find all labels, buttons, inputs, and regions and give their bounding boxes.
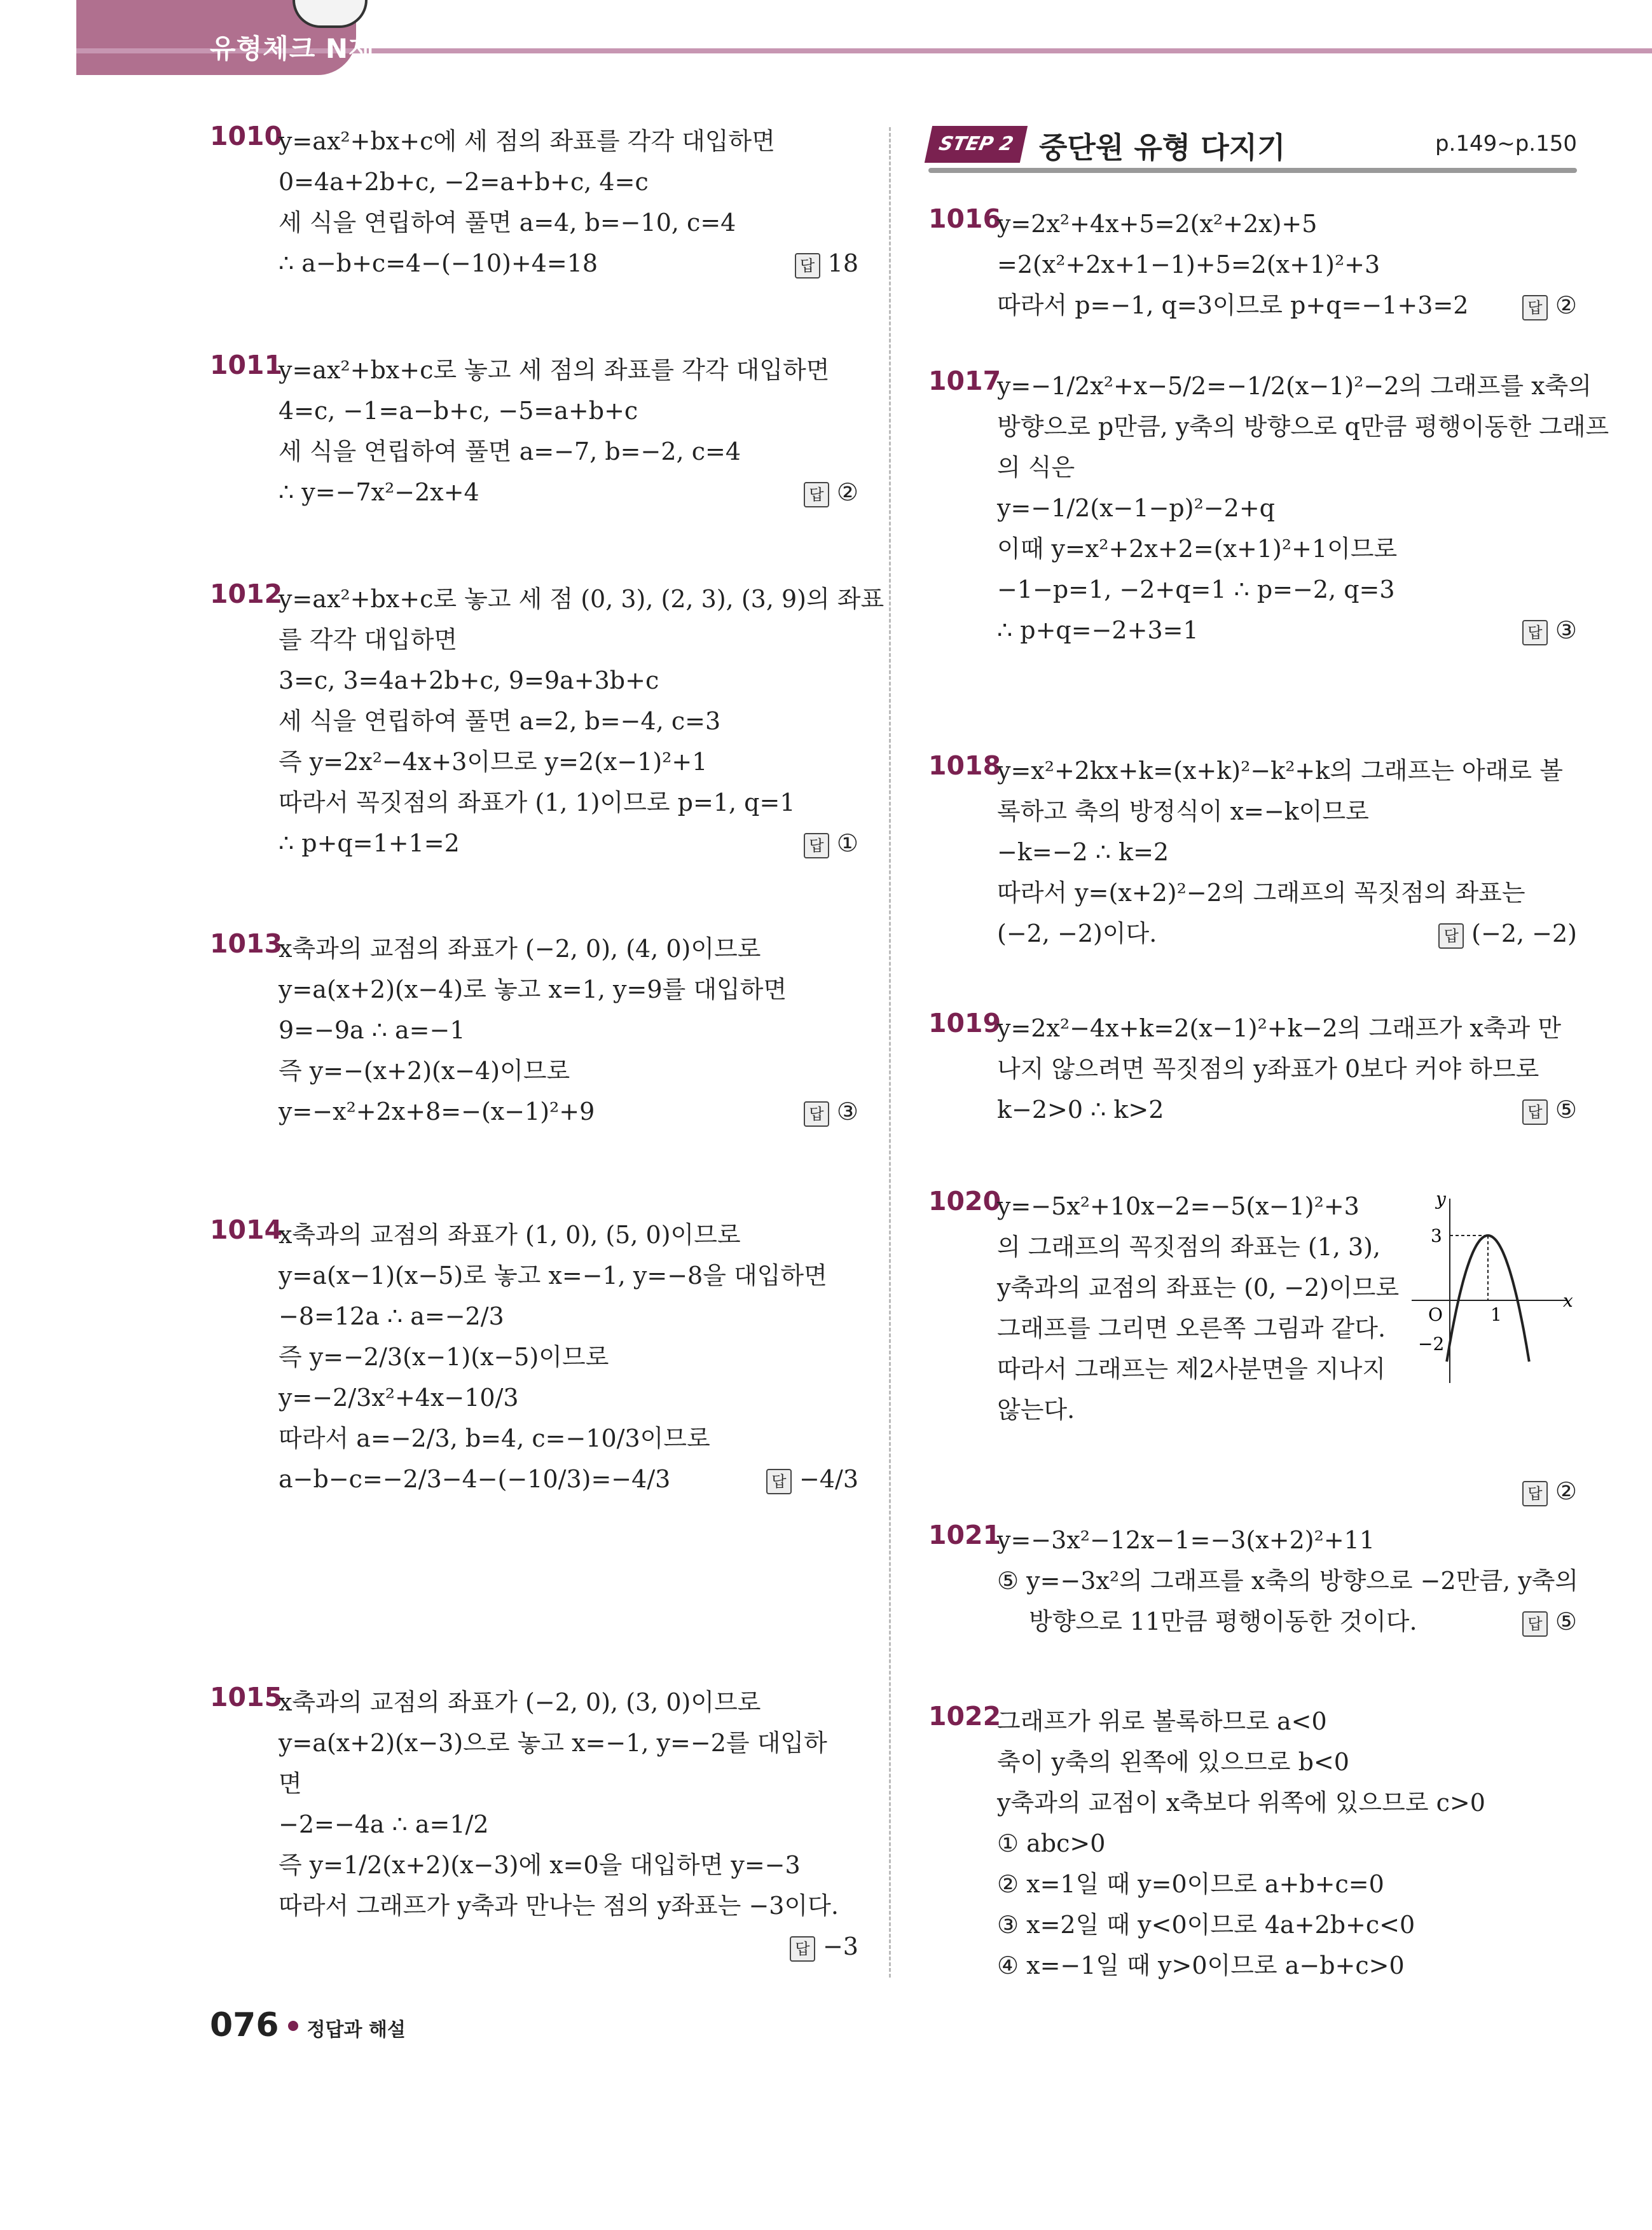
solution-line: 의 그래프의 꼭짓점의 좌표는 (1, 3), [997, 1233, 1381, 1261]
solution-line: y=−2/3x²+4x−10/3 [279, 1384, 519, 1412]
problem-number: 1017 [928, 366, 1002, 396]
section-label: 유형체크 N제 [210, 33, 375, 64]
answer-value: −4/3 [799, 1465, 858, 1493]
answer-value: ② [1555, 291, 1577, 319]
solution-line: x축과의 교점의 좌표가 (−2, 0), (3, 0)이므로 [279, 1688, 761, 1716]
solution-line: 즉 y=2x²−4x+3이므로 y=2(x−1)²+1 [279, 748, 708, 776]
solution-line: 록하고 축의 방정식이 x=−k이므로 [997, 797, 1369, 825]
solution-line: 면 [279, 1770, 302, 1798]
solution-line: ④ x=−1일 때 y>0이므로 a−b+c>0 [997, 1951, 1405, 1979]
solution-line: y=a(x+2)(x−3)으로 놓고 x=−1, y=−2를 대입하 [279, 1729, 827, 1757]
solution-line: 따라서 y=(x+2)²−2의 그래프의 꼭짓점의 좌표는 [997, 879, 1525, 907]
solution-line: ∴ p+q=−2+3=1 [997, 616, 1199, 644]
answer-label [790, 1926, 858, 1967]
answer-label [1522, 1471, 1577, 1511]
answer-mark-icon: 답 [1438, 923, 1464, 949]
answer-label [804, 823, 858, 864]
solution-line: y=−3x²−12x−1=−3(x+2)²+11 [997, 1526, 1375, 1554]
problem-solution [997, 366, 1609, 650]
answer-mark-icon: 답 [1522, 1481, 1548, 1506]
step-page-range: p.149~p.150 [1435, 131, 1577, 156]
solution-line: x축과의 교점의 좌표가 (−2, 0), (4, 0)이므로 [279, 935, 761, 963]
solution-line: 따라서 그래프는 제2사분면을 지나지 [997, 1355, 1386, 1383]
answer-value: 18 [827, 249, 858, 277]
answer-label [804, 472, 858, 513]
solution-line: y=−1/2(x−1−p)²−2+q [997, 494, 1275, 522]
solution-line: −2=−4a ∴ a=1/2 [279, 1810, 489, 1838]
answer-label [1522, 285, 1577, 326]
step-header [928, 121, 1577, 172]
problem-number: 1014 [210, 1215, 283, 1245]
problem-number: 1013 [210, 928, 283, 959]
answer-value: −3 [822, 1932, 858, 1960]
answer-value: ① [836, 829, 858, 857]
solution-line: −k=−2 ∴ k=2 [997, 838, 1169, 866]
solution-line: 따라서 p=−1, q=3이므로 p+q=−1+3=2 [997, 291, 1469, 319]
solution-line: a−b−c=−2/3−4−(−10/3)=−4/3 [279, 1465, 671, 1493]
solution-line: k−2>0 ∴ k>2 [997, 1096, 1164, 1124]
solution-line: 9=−9a ∴ a=−1 [279, 1016, 465, 1044]
solution-line: 방향으로 p만큼, y축의 방향으로 q만큼 평행이동한 그래프 [997, 413, 1609, 441]
solution-line: y축과의 교점의 좌표는 (0, −2)이므로 [997, 1274, 1400, 1302]
solution-line: 세 식을 연립하여 풀면 a=2, b=−4, c=3 [279, 707, 721, 735]
problem-solution [997, 203, 1577, 326]
answer-mark-icon: 답 [1522, 1099, 1548, 1125]
page-footer [210, 2006, 406, 2044]
solution-line: y축과의 교점이 x축보다 위쪽에 있으므로 c>0 [997, 1789, 1485, 1817]
graph-svg [1412, 1186, 1577, 1396]
solution-line: −8=12a ∴ a=−2/3 [279, 1302, 504, 1330]
problem-number: 1010 [210, 121, 283, 151]
problem-solution [279, 928, 858, 1132]
problem-number: 1019 [928, 1008, 1002, 1038]
answer-mark-icon: 답 [804, 1101, 829, 1127]
solution-line: y=x²+2kx+k=(x+k)²−k²+k의 그래프는 아래로 볼 [997, 757, 1563, 785]
solution-line: 방향으로 11만큼 평행이동한 것이다. [1029, 1607, 1417, 1635]
solution-line: 따라서 a=−2/3, b=4, c=−10/3이므로 [279, 1424, 710, 1452]
problem-solution [279, 350, 858, 513]
y-tick-label-bottom: −2 [1418, 1333, 1445, 1354]
page-number: 076 [210, 2006, 279, 2044]
answer-value: ③ [1555, 616, 1577, 644]
answer-value: ② [836, 478, 858, 506]
solution-line: 의 식은 [997, 453, 1075, 481]
solution-line: 세 식을 연립하여 풀면 a=−7, b=−2, c=4 [279, 437, 741, 465]
solution-line: y=−x²+2x+8=−(x−1)²+9 [279, 1098, 595, 1125]
solution-line: 를 각각 대입하면 [279, 626, 458, 654]
answer-mark-icon: 답 [795, 253, 820, 279]
answer-value: ③ [836, 1098, 858, 1125]
solution-line: y=−1/2x²+x−5/2=−1/2(x−1)²−2의 그래프를 x축의 [997, 372, 1592, 400]
problem-number: 1012 [210, 579, 283, 609]
solution-line: 즉 y=−2/3(x−1)(x−5)이므로 [279, 1343, 609, 1371]
footer-label: 정답과 해설 [306, 2019, 406, 2041]
problem-number: 1018 [928, 750, 1002, 781]
solution-line: 즉 y=−(x+2)(x−4)이므로 [279, 1057, 570, 1085]
solution-line: x축과의 교점의 좌표가 (1, 0), (5, 0)이므로 [279, 1221, 741, 1249]
solution-line: 즉 y=1/2(x+2)(x−3)에 x=0을 대입하면 y=−3 [279, 1851, 801, 1879]
solution-line: ③ x=2일 때 y<0이므로 4a+2b+c<0 [997, 1911, 1415, 1939]
solution-line: ∴ y=−7x²−2x+4 [279, 478, 479, 506]
solution-line: 축이 y축의 왼쪽에 있으므로 b<0 [997, 1748, 1349, 1776]
problem-solution [997, 1701, 1577, 1986]
solution-line: y=−5x²+10x−2=−5(x−1)²+3 [997, 1192, 1359, 1220]
answer-mark-icon: 답 [1522, 1611, 1548, 1637]
solution-line: y=ax²+bx+c에 세 점의 좌표를 각각 대입하면 [279, 127, 775, 155]
solution-line: 4=c, −1=a−b+c, −5=a+b+c [279, 397, 638, 425]
y-tick-label-top: 3 [1431, 1225, 1442, 1246]
y-axis-label: y [1436, 1188, 1446, 1209]
answer-mark-icon: 답 [804, 833, 829, 858]
solution-line: ② x=1일 때 y=0이므로 a+b+c=0 [997, 1870, 1384, 1898]
solution-line: y=ax²+bx+c로 놓고 세 점의 좌표를 각각 대입하면 [279, 356, 830, 384]
answer-value: ⑤ [1555, 1096, 1577, 1124]
solution-line: =2(x²+2x+1−1)+5=2(x+1)²+3 [997, 251, 1380, 279]
answer-mark-icon: 답 [1522, 620, 1548, 645]
solution-line: ∴ p+q=1+1=2 [279, 829, 460, 857]
problem-number: 1020 [928, 1186, 1002, 1216]
solution-line: ⑤ y=−3x²의 그래프를 x축의 방향으로 −2만큼, y축의 [997, 1567, 1579, 1595]
problem-number: 1015 [210, 1682, 283, 1712]
origin-label: O [1428, 1304, 1443, 1325]
bullet-icon [288, 2021, 298, 2031]
answer-label [1522, 610, 1577, 650]
solution-line: y=a(x+2)(x−4)로 놓고 x=1, y=9를 대입하면 [279, 975, 787, 1003]
problem-number: 1011 [210, 350, 283, 380]
answer-value: ⑤ [1555, 1607, 1577, 1635]
parabola-graph [1412, 1186, 1577, 1396]
solution-line: 따라서 그래프가 y축과 만나는 점의 y좌표는 −3이다. [279, 1892, 839, 1920]
problem-solution [279, 1682, 858, 1926]
answer-value: (−2, −2) [1471, 919, 1577, 947]
problem-solution [279, 579, 885, 864]
answer-mark-icon: 답 [1522, 295, 1548, 320]
column-divider [889, 127, 891, 1978]
answer-mark-icon: 답 [804, 482, 829, 507]
problem-solution [279, 1215, 858, 1499]
solution-line: ∴ a−b+c=4−(−10)+4=18 [279, 249, 598, 277]
step-title: 중단원 유형 다지기 [1039, 130, 1286, 165]
x-axis-label: x [1563, 1290, 1573, 1311]
solution-line: 0=4a+2b+c, −2=a+b+c, 4=c [279, 168, 649, 196]
solution-line: −1−p=1, −2+q=1 ∴ p=−2, q=3 [997, 575, 1395, 603]
problem-solution [997, 1520, 1577, 1642]
answer-label [766, 1459, 858, 1499]
solution-line: 세 식을 연립하여 풀면 a=4, b=−10, c=4 [279, 209, 736, 237]
solution-line: y=2x²−4x+k=2(x−1)²+k−2의 그래프가 x축과 만 [997, 1014, 1562, 1042]
x-tick-label: 1 [1490, 1304, 1502, 1325]
step-rule [928, 168, 1577, 173]
solution-line: 이때 y=x²+2x+2=(x+1)²+1이므로 [997, 535, 1398, 563]
solution-line: 그래프가 위로 볼록하므로 a<0 [997, 1707, 1327, 1735]
problem-number: 1016 [928, 203, 1002, 234]
answer-mark-icon: 답 [766, 1469, 792, 1494]
solution-line: ① abc>0 [997, 1829, 1106, 1857]
answer-label [1522, 1601, 1577, 1642]
solution-line: y=a(x−1)(x−5)로 놓고 x=−1, y=−8을 대입하면 [279, 1262, 827, 1290]
answer-label [1438, 913, 1577, 954]
solution-line: 3=c, 3=4a+2b+c, 9=9a+3b+c [279, 666, 659, 694]
solution-line: y=2x²+4x+5=2(x²+2x)+5 [997, 210, 1318, 238]
answer-label [1522, 1089, 1577, 1130]
solution-line: 그래프를 그리면 오른쪽 그림과 같다. [997, 1314, 1386, 1342]
answer-value: ② [1555, 1477, 1577, 1505]
answer-mark-icon: 답 [790, 1936, 815, 1962]
problem-solution [997, 1008, 1577, 1130]
answer-label [795, 243, 858, 284]
solution-line: 않는다. [997, 1396, 1075, 1424]
answer-label [804, 1091, 858, 1132]
solution-line: y=ax²+bx+c로 놓고 세 점 (0, 3), (2, 3), (3, 9)의 좌표 [279, 585, 885, 613]
solution-line: 따라서 꼭짓점의 좌표가 (1, 1)이므로 p=1, q=1 [279, 788, 795, 816]
solution-line: 나지 않으려면 꼭짓점의 y좌표가 0보다 커야 하므로 [997, 1055, 1539, 1083]
step-badge: STEP 2 [925, 126, 1028, 163]
solution-line: (−2, −2)이다. [997, 919, 1157, 947]
problem-number: 1022 [928, 1701, 1002, 1731]
problem-solution [279, 121, 858, 284]
problem-number: 1021 [928, 1520, 1002, 1550]
